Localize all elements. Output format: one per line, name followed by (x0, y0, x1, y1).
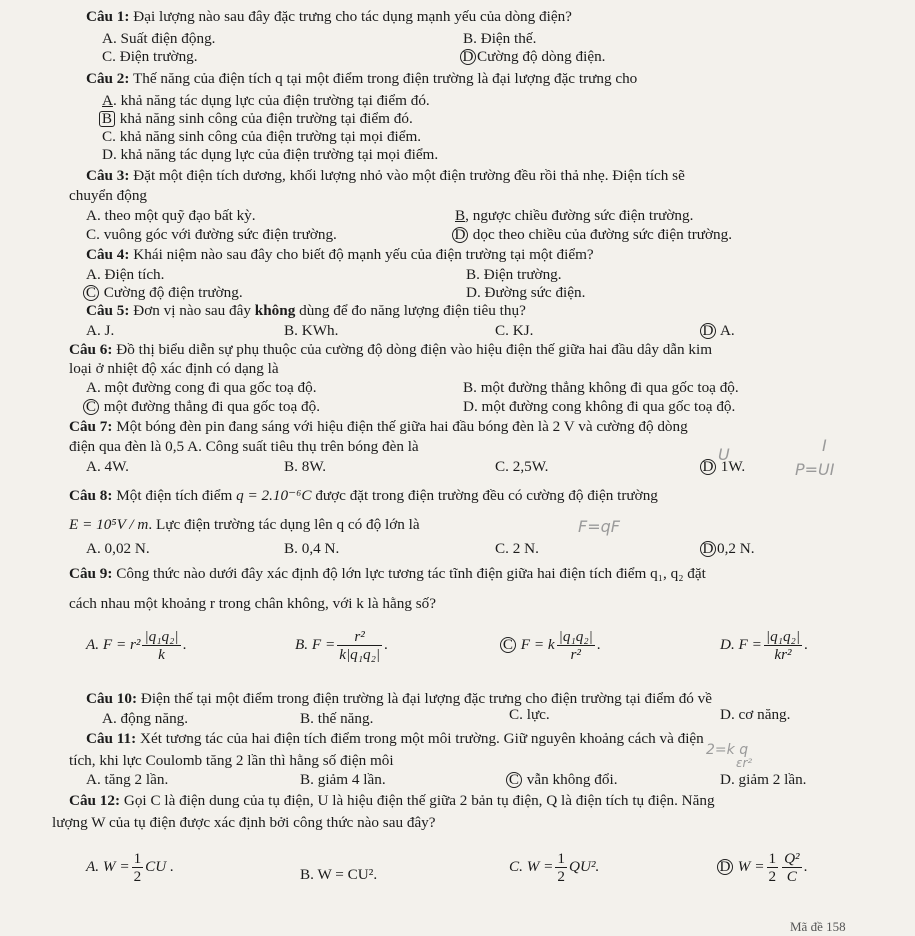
denominator: k (158, 646, 165, 663)
question-text: Đại lượng nào sau đây đặc trưng cho tác dụng mạnh yếu của dòng điện? (133, 8, 572, 25)
denominator: kr² (774, 646, 792, 663)
q9-option-c[interactable]: C F = k $\frac{\text{|q₁q₂|}}{\text{r²}}$ . (503, 628, 601, 663)
option-text: khả năng tác dụng lực của điện trường tại điểm đó. (120, 92, 430, 109)
question-label: Câu 1: (86, 8, 130, 25)
question-10 (86, 690, 712, 708)
question-9 (69, 565, 706, 583)
option-text: khả năng sinh công của điện trường tại điểm đó. (119, 110, 413, 127)
question-label: Câu 7: (69, 418, 113, 435)
q10-option-c[interactable]: C. lực. (509, 706, 550, 723)
option-text: Cường độ dòng điện. (477, 48, 606, 65)
question-label: Câu 8: (69, 487, 113, 504)
handwritten-note: U (718, 445, 730, 464)
handwritten-note: εr² (736, 756, 753, 770)
numerator: 1 (768, 850, 777, 867)
q12-option-a[interactable] (86, 850, 174, 885)
fraction (142, 628, 180, 663)
question-label: Câu 9: (69, 565, 113, 582)
option-text: A. (719, 322, 735, 339)
emphasis-text: không (254, 302, 296, 319)
circled-answer-mark: D (452, 227, 468, 243)
q2-option-a[interactable]: A. khả năng tác dụng lực của điện trường tại điểm đó. (102, 92, 430, 109)
question-text: Một bóng đèn pin đang sáng với hiệu điện thế giữa hai đầu bóng đèn là 2 V và cường độ dòng (116, 418, 688, 435)
q7-option-b[interactable]: B. 8W. (284, 458, 327, 475)
formula-prefix: A. F = r² (86, 635, 141, 653)
circled-answer-mark: D (700, 541, 716, 557)
q9-option-b[interactable]: B. F = $\frac{\text{r²}}{\text{k|q₁q₂|}}$ . (295, 628, 388, 663)
question-6-cont: loại ở nhiệt độ xác định có dạng là (69, 360, 279, 377)
formula-prefix: A. W = (86, 857, 130, 875)
formula-suffix: QU². (569, 857, 600, 875)
q11-option-d[interactable]: D. giảm 2 lần. (720, 771, 807, 788)
question-text-end: dùng để đo năng lượng điện tiêu thụ? (295, 302, 526, 319)
q1-option-c[interactable]: C. Điện trường. (102, 48, 198, 65)
q5-option-c[interactable]: C. KJ. (495, 322, 534, 339)
option-text: 0,2 N. (717, 540, 755, 557)
question-label: Câu 10: (86, 690, 138, 707)
q3-option-d[interactable] (455, 226, 732, 244)
q3-option-a[interactable]: A. theo một quỹ đạo bất kỳ. (86, 207, 256, 224)
question-label: Câu 2: (86, 70, 130, 87)
fraction (132, 850, 144, 885)
formula-prefix: F = k (520, 635, 555, 653)
circled-answer-mark: C (500, 637, 516, 653)
circled-answer-mark: D (700, 323, 716, 339)
option-text: dọc theo chiều của đường sức điện trường. (472, 226, 733, 243)
question-7-cont: điện qua đèn là 0,5 A. Công suất tiêu thụ trên bóng đèn là (69, 438, 419, 455)
q8-option-d[interactable] (703, 540, 755, 558)
question-text: Công thức nào dưới đây xác định độ lớn lực tương tác tĩnh điện giữa hai điện tích điểm q₁, q₂ đặt (116, 565, 706, 582)
circled-answer-mark: C (83, 285, 99, 301)
question-label: Câu 12: (69, 792, 121, 809)
q1-option-b[interactable]: B. Điện thế. (463, 30, 537, 47)
q10-option-a[interactable]: A. động năng. (102, 710, 189, 727)
fraction (337, 628, 382, 663)
charge-formula: q = 2.10⁻⁶C (236, 487, 312, 504)
formula-suffix: . (803, 857, 808, 875)
question-3 (86, 167, 685, 185)
question-label: Câu 6: (69, 341, 113, 358)
question-8 (69, 487, 658, 505)
q2-option-b[interactable] (102, 110, 413, 128)
question-text: Đơn vị nào sau đây (133, 302, 255, 319)
q9-option-a[interactable]: A. F = r² $\frac{\text{|q₁q₂|}}{k}$ . (86, 628, 187, 663)
numerator: |q₁q₂| (765, 628, 800, 645)
q12-option-b[interactable]: B. W = CU². (300, 866, 378, 883)
formula-prefix: C. W = (509, 857, 554, 875)
question-text-end: . Lực điện trường tác dụng lên q có độ lớn là (148, 516, 420, 533)
q9-option-d[interactable]: D. F = $\frac{\text{|q₁q₂|}}{\text{kr²}}$ . (720, 628, 808, 663)
q7-option-a[interactable]: A. 4W. (86, 458, 129, 475)
q2-option-d[interactable]: D. khả năng tác dụng lực của điện trường tại mọi điểm. (102, 146, 439, 163)
question-text: Đặt một điện tích dương, khối lượng nhỏ vào một điện trường đều rồi thả nhẹ. Điện tích sẽ (133, 167, 685, 184)
q12-option-d[interactable] (720, 850, 807, 885)
circled-answer-mark: C (83, 399, 99, 415)
q4-option-c[interactable] (86, 284, 243, 302)
q8-option-a[interactable]: A. 0,02 N. (86, 540, 150, 557)
question-8-cont (69, 516, 420, 534)
q4-option-b[interactable]: B. Điện trường. (466, 266, 562, 283)
numerator: r² (337, 628, 382, 646)
question-9-cont: cách nhau một khoảng r trong chân không, với k là hằng số? (69, 595, 436, 612)
fraction (782, 850, 802, 885)
question-label: Câu 4: (86, 246, 130, 263)
q4-option-d[interactable]: D. Đường sức điện. (466, 284, 586, 301)
denominator: 2 (133, 868, 142, 885)
question-1 (86, 8, 572, 26)
option-text: ngược chiều đường sức điện trường. (472, 207, 694, 224)
question-text: Khái niệm nào sau đây cho biết độ mạnh yếu của điện trường tại một điểm? (133, 246, 594, 263)
q6-option-d[interactable]: D. một đường cong không đi qua gốc toạ độ. (463, 398, 736, 415)
handwritten-note: I (822, 436, 827, 455)
denominator: C (786, 868, 797, 885)
formula-prefix: W = (737, 857, 765, 875)
question-11 (86, 730, 704, 748)
q6-option-b[interactable]: B. một đường thẳng không đi qua gốc toạ độ. (463, 379, 739, 396)
q11-option-b[interactable]: B. giảm 4 lần. (300, 771, 386, 788)
q6-option-c[interactable] (86, 398, 320, 416)
q1-option-a[interactable]: A. Suất điện động. (102, 30, 216, 47)
question-label: Câu 5: (86, 302, 130, 319)
question-6 (69, 341, 712, 359)
denominator: k|q₁q₂| (339, 646, 381, 663)
option-text: vẫn không đổi. (526, 771, 618, 788)
exam-code-footer: Mã đề 158 (790, 919, 846, 934)
q10-option-d[interactable]: D. cơ năng. (720, 706, 791, 723)
boxed-answer-mark: B (99, 111, 115, 127)
question-7 (69, 418, 688, 436)
option-text: một đường thẳng đi qua gốc toạ độ. (103, 398, 320, 415)
fraction (555, 850, 567, 885)
question-12-cont: lượng W của tụ điện được xác định bởi công thức nào sau đây? (52, 814, 436, 831)
question-text: Thế năng của điện tích q tại một điểm trong điện trường là đại lượng đặc trưng cho (133, 70, 638, 87)
numerator: 1 (557, 850, 566, 867)
numerator: |q₁q₂| (144, 628, 179, 645)
question-2 (86, 70, 637, 88)
q5-option-d[interactable] (703, 322, 735, 340)
answer-letter: B (455, 207, 466, 224)
q11-option-a[interactable]: A. tăng 2 lần. (86, 771, 169, 788)
question-text-mid: được đặt trong điện trường đều có cường độ điện trường (311, 487, 658, 504)
q8-option-c[interactable]: C. 2 N. (495, 540, 539, 557)
formula-suffix: CU . (145, 857, 174, 875)
numerator: |q₁q₂| (558, 628, 593, 645)
question-text: Điện thế tại một điểm trong điện trường là đại lượng đặc trưng cho điện trường tại điểm đó về (140, 690, 713, 707)
formula-prefix: B. F = (295, 635, 336, 653)
handwritten-note: P=UI (795, 460, 835, 479)
question-text: Một điện tích điểm (116, 487, 237, 504)
question-11-cont: tích, khi lực Coulomb tăng 2 lần thì hằng số điện môi (69, 752, 394, 769)
answer-letter: A (102, 92, 113, 109)
q10-option-b[interactable]: B. thế năng. (300, 710, 374, 727)
question-text: Xét tương tác của hai điện tích điểm trong một môi trường. Giữ nguyên khoảng cách và điện (140, 730, 704, 747)
q4-option-a[interactable]: A. Điện tích. (86, 266, 165, 283)
option-text: Cường độ điện trường. (103, 284, 243, 301)
denominator: r² (570, 646, 581, 663)
question-label: Câu 3: (86, 167, 130, 184)
question-12 (69, 792, 715, 810)
question-text: Đồ thị biểu diễn sự phụ thuộc của cường độ dòng điện vào hiệu điện thế giữa hai đầu dây dẫn kim (116, 341, 713, 358)
question-label: Câu 11: (86, 730, 137, 747)
q12-option-c[interactable] (509, 850, 599, 885)
fraction (557, 628, 595, 663)
q6-option-a[interactable]: A. một đường cong đi qua gốc toạ độ. (86, 379, 317, 396)
q3-option-c[interactable]: C. vuông góc với đường sức điện trường. (86, 226, 337, 243)
q5-option-b[interactable]: B. KWh. (284, 322, 339, 339)
fraction (764, 628, 802, 663)
numerator: Q² (784, 850, 800, 867)
circled-answer-mark: D (460, 49, 476, 65)
question-5 (86, 302, 526, 320)
q11-option-c[interactable] (509, 771, 618, 789)
circled-answer-mark: D (717, 859, 733, 875)
option-text: 1W. (720, 458, 746, 475)
denominator: 2 (557, 868, 566, 885)
handwritten-note: F=qF (578, 517, 620, 536)
fraction (767, 850, 779, 885)
q1-option-d[interactable] (463, 48, 605, 66)
circled-answer-mark: C (506, 772, 522, 788)
formula-prefix: D. F = (720, 635, 762, 653)
question-text: Gọi C là điện dung của tụ điện, U là hiệu điện thế giữa 2 bản tụ điện, Q là điện tích tụ điện. Năng (123, 792, 715, 809)
denominator: 2 (768, 868, 777, 885)
q3-option-b[interactable]: B, ngược chiều đường sức điện trường. (455, 207, 694, 224)
q2-option-c[interactable]: C. khả năng sinh công của điện trường tại mọi điểm. (102, 128, 422, 145)
q8-option-b[interactable]: B. 0,4 N. (284, 540, 340, 557)
question-3-cont: chuyển động (69, 187, 148, 204)
q5-option-a[interactable]: A. J. (86, 322, 115, 339)
question-4 (86, 246, 594, 264)
q7-option-c[interactable]: C. 2,5W. (495, 458, 549, 475)
handwritten-note: 2=k q (706, 742, 749, 758)
numerator: 1 (133, 850, 142, 867)
circled-answer-mark: D (700, 459, 716, 475)
field-formula: E = 10⁵V / m (69, 516, 149, 533)
